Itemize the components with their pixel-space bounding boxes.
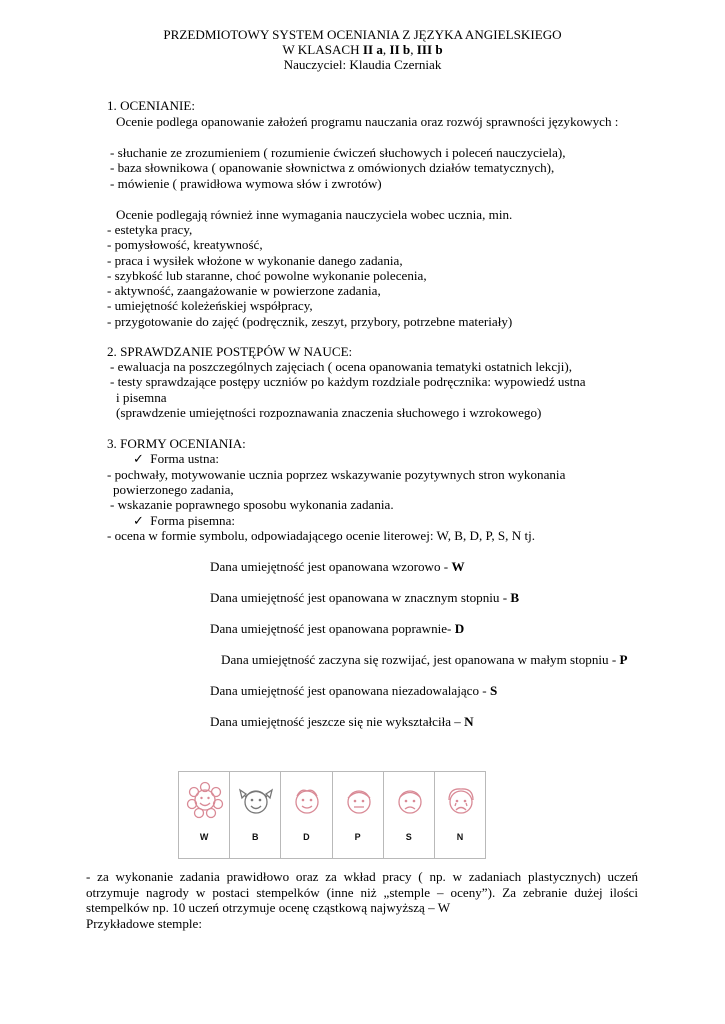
stamp-letter: W xyxy=(199,832,209,842)
girl-face-stamp-icon xyxy=(236,778,276,826)
document-subtitle xyxy=(0,42,725,58)
grade-line-s xyxy=(210,683,497,699)
separator: , xyxy=(410,42,417,57)
kid-face-stamp-icon xyxy=(287,778,327,826)
crying-face-stamp-icon xyxy=(441,778,481,826)
grade-letter: P xyxy=(619,652,628,667)
stamp-letter: B xyxy=(252,832,259,842)
assessment-item: i pisemna xyxy=(116,390,167,405)
written-form-item: - ocena w formie symbolu, odpowiadającego ocenie literowej: W, B, D, P, S, N tj. xyxy=(107,528,536,543)
grade-line-n xyxy=(210,714,474,730)
grade-letter: D xyxy=(454,621,465,636)
section-1-intro: Ocenie podlega opanowanie założeń programu nauczania oraz rozwój sprawności językowych : xyxy=(116,114,619,129)
stamp-cell-s xyxy=(384,772,435,858)
stamp-letter: D xyxy=(303,832,310,842)
grade-letter: W xyxy=(451,559,465,574)
neutral-face-stamp-icon xyxy=(339,778,379,826)
oral-form-item: - wskazanie poprawnego sposobu wykonania zadania. xyxy=(110,497,394,512)
oral-form-item: - pochwały, motywowanie ucznia poprzez wskazywanie pozytywnych stron wykonania xyxy=(107,467,566,482)
stamp-letter: N xyxy=(456,832,464,842)
grade-letter: B xyxy=(510,590,520,605)
requirement-item: - przygotowanie do zajęć (podręcznik, zeszyt, przybory, potrzebne materiały) xyxy=(107,314,513,329)
flower-face-stamp-icon xyxy=(185,778,225,826)
checkmark-icon: ✓ xyxy=(133,451,144,466)
stamp-cell-n xyxy=(435,772,485,858)
requirement-item: - szybkość lub staranne, choć powolne wykonanie polecenia, xyxy=(107,268,427,283)
section-1-heading: 1. OCENIANIE: xyxy=(107,98,196,113)
oral-form-text: Forma ustna: xyxy=(150,451,220,466)
grade-line-p xyxy=(221,652,628,668)
skill-item: - mówienie ( prawidłowa wymowa słów i zwrotów) xyxy=(110,176,382,191)
assessment-item: - ewaluacja na poszczególnych zajęciach ( ocena opanowania tematyki ostatnich lekcji), xyxy=(110,359,573,374)
stamp-cell-p xyxy=(333,772,384,858)
stamp-letter: P xyxy=(354,832,361,842)
grade-line-b xyxy=(210,590,519,606)
requirement-item: - umiejętność koleżeńskiej współpracy, xyxy=(107,298,313,313)
assessment-item: (sprawdzenie umiejętności rozpoznawania znaczenia słuchowego i wzrokowego) xyxy=(116,405,542,420)
subtitle-prefix: W KLASACH xyxy=(282,42,363,57)
requirement-item: - aktywność, zaangażowanie w powierzone zadania, xyxy=(107,283,381,298)
written-form-label xyxy=(133,513,235,529)
skill-item: - słuchanie ze zrozumieniem ( rozumienie ćwiczeń słuchowych i poleceń nauczyciela), xyxy=(110,145,566,160)
requirement-item: - estetyka pracy, xyxy=(107,222,193,237)
grade-letter: S xyxy=(489,683,498,698)
skill-item: - baza słownikowa ( opanowanie słownictwa z omówionych działów tematycznych), xyxy=(110,160,555,175)
example-stamps-label: Przykładowe stemple: xyxy=(86,916,202,931)
section-2-heading: 2. SPRAWDZANIE POSTĘPÓW W NAUCE: xyxy=(107,344,353,359)
grade-stamps-table xyxy=(178,771,486,859)
class-3b: III b xyxy=(416,42,443,57)
requirement-item: - praca i wysiłek włożone w wykonanie danego zadania, xyxy=(107,253,403,268)
class-2b: II b xyxy=(389,42,411,57)
class-2a: II a xyxy=(362,42,383,57)
stamp-cell-w xyxy=(179,772,230,858)
grade-description: Dana umiejętność jest opanowana w znacznym stopniu - xyxy=(210,590,511,605)
grade-description: Dana umiejętność jest opanowana niezadowalająco - xyxy=(210,683,490,698)
grade-line-d xyxy=(210,621,464,637)
rewards-paragraph: - za wykonanie zadania prawidłowo oraz za wkład pracy ( np. w zadaniach plastycznych) uczeń otrzymuje nagrody w postaci stempelków (inne niż „stemple – oceny”). Za zebranie dużej ilości stempelków np. 10 uczeń otrzymuje ocenę cząstkową najwyższą – W xyxy=(86,869,638,916)
grade-description: Dana umiejętność jeszcze się nie wykształciła – xyxy=(210,714,465,729)
grade-description: Dana umiejętność jest opanowana wzorowo - xyxy=(210,559,452,574)
oral-form-item: powierzonego zadania, xyxy=(113,482,234,497)
grade-letter: N xyxy=(464,714,474,729)
oral-form-label xyxy=(133,451,219,467)
stamp-cell-d xyxy=(281,772,332,858)
grade-description: Dana umiejętność zaczyna się rozwijać, jest opanowana w małym stopniu - xyxy=(221,652,620,667)
requirement-item: - pomysłowość, kreatywność, xyxy=(107,237,263,252)
teacher-name: Nauczyciel: Klaudia Czerniak xyxy=(283,57,442,72)
assessment-item: - testy sprawdzające postępy uczniów po każdym rozdziale podręcznika: wypowiedź ustna xyxy=(110,374,586,389)
grade-line-w xyxy=(210,559,465,575)
sad-face-stamp-icon xyxy=(390,778,430,826)
stamp-cell-b xyxy=(230,772,281,858)
separator: , xyxy=(382,42,390,57)
section-1-intro-2: Ocenie podlegają również inne wymagania nauczyciela wobec ucznia, min. xyxy=(116,207,513,222)
written-form-text: Forma pisemna: xyxy=(150,513,236,528)
checkmark-icon: ✓ xyxy=(133,513,144,528)
document-title: PRZEDMIOTOWY SYSTEM OCENIANIA Z JĘZYKA ANGIELSKIEGO xyxy=(163,27,562,42)
stamp-letter: S xyxy=(405,832,412,842)
section-3-heading: 3. FORMY OCENIANIA: xyxy=(107,436,246,451)
grade-description: Dana umiejętność jest opanowana poprawnie- xyxy=(210,621,455,636)
